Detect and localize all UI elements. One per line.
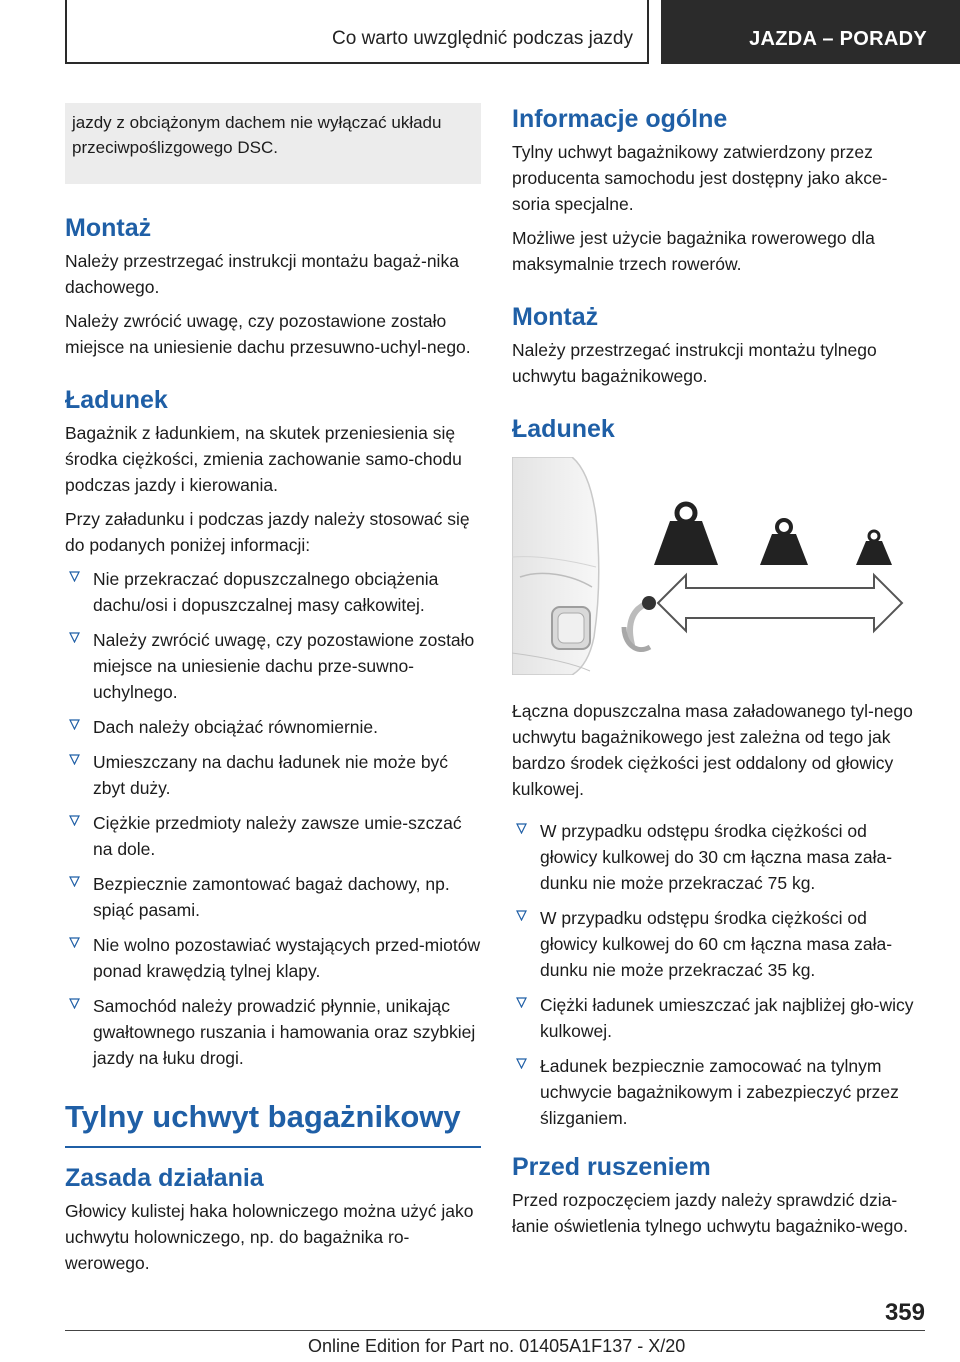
triangle-bullet-icon — [69, 632, 80, 643]
triangle-bullet-icon — [516, 823, 527, 834]
triangle-bullet-icon — [69, 815, 80, 826]
list-item: Dach należy obciążać równomiernie. — [65, 714, 481, 740]
info-heading: Informacje ogólne — [512, 105, 728, 133]
triangle-bullet-icon — [516, 997, 527, 1008]
medium-weight-icon — [760, 520, 808, 565]
triangle-bullet-icon — [69, 571, 80, 582]
page-number: 359 — [884, 1299, 925, 1326]
list-item: W przypadku odstępu środka ciężkości od głowicy kulkowej do 30 cm łączna masa zała‐dunku nie może przekraczać 75 kg. — [512, 818, 924, 896]
ladunek-paragraph-1: Bagażnik z ładunkiem, na skutek przeniesienia się środka ciężkości, zmienia zachowanie samo‐chodu podczas jazdy i kierowania. — [65, 423, 462, 495]
header-chapter-title: JAZDA – PORADY — [749, 28, 927, 50]
zasada-heading: Zasada działania — [65, 1164, 264, 1192]
list-item: Ładunek bezpiecznie zamocować na tylnym uchwycie bagażnikowym i zabezpieczyć przez ślizganiem. — [512, 1053, 924, 1131]
triangle-bullet-icon — [516, 910, 527, 921]
triangle-bullet-icon — [69, 998, 80, 1009]
list-item: W przypadku odstępu środka ciężkości od głowicy kulkowej do 60 cm łączna masa zała‐dunku nie może przekraczać 35 kg. — [512, 905, 924, 983]
right-column — [512, 103, 924, 1247]
chapter-title: Tylny uchwyt bagażnikowy — [65, 1097, 481, 1148]
light-weight-icon — [856, 531, 892, 565]
triangle-bullet-icon — [69, 719, 80, 730]
info-paragraph-2: Możliwe jest użycie bagażnika rowerowego dla maksymalnie trzech rowerów. — [512, 228, 875, 274]
info-paragraph-1: Tylny uchwyt bagażnikowy zatwierdzony przez producenta samochodu jest dostępny jako akce‐soria specjalne. — [512, 142, 888, 214]
list-item: Nie wolno pozostawiać wystających przed‐miotów ponad krawędzią tylnej klapy. — [65, 932, 481, 984]
list-item: Nie przekraczać dopuszczalnego obciążenia dachu/osi i dopuszczalnej masy całkowitej. — [65, 566, 481, 618]
ladunek-paragraph-right: Łączna dopuszczalna masa załadowanego tyl‐nego uchwytu bagażnikowego jest zależna od tego jak bardzo środek ciężkości jest oddalony od głowicy kulkowej. — [512, 701, 913, 799]
triangle-bullet-icon — [69, 937, 80, 948]
ladunek-heading-right: Ładunek — [512, 415, 615, 443]
ladunek-paragraph-2: Przy załadunku i podczas jazdy należy stosować się do podanych poniżej informacji: — [65, 509, 470, 555]
load-distance-illustration — [512, 457, 924, 675]
montaz-heading-right: Montaż — [512, 303, 599, 331]
ladunek-bullet-list-right — [512, 818, 924, 1131]
montaz-paragraph-right: Należy przestrzegać instrukcji montażu tylnego uchwytu bagażnikowego. — [512, 340, 877, 386]
ladunek-bullet-list — [65, 566, 481, 1071]
zasada-paragraph: Głowicy kulistej haka holowniczego można użyć jako uchwytu holowniczego, np. do bagażnika ro‐werowego. — [65, 1201, 474, 1273]
list-item: Umieszczany na dachu ładunek nie może być zbyt duży. — [65, 749, 481, 801]
list-item: Bezpiecznie zamontować bagaż dachowy, np. spiąć pasami. — [65, 871, 481, 923]
header-chapter-box — [661, 0, 960, 64]
header-section-box — [65, 0, 649, 64]
przed-heading: Przed ruszeniem — [512, 1153, 711, 1181]
footer-divider — [65, 1330, 925, 1331]
left-column — [65, 103, 481, 1284]
distance-arrow-icon — [658, 575, 902, 631]
tow-hook-icon — [624, 596, 656, 650]
montaz-heading: Montaż — [65, 214, 152, 242]
triangle-bullet-icon — [69, 754, 80, 765]
montaz-paragraph-1: Należy przestrzegać instrukcji montażu bagaż‐nika dachowego. — [65, 251, 459, 297]
header-section-title: Co warto uwzględnić podczas jazdy — [332, 28, 633, 49]
montaz-paragraph-2: Należy zwrócić uwagę, czy pozostawione zostało miejsce na uniesienie dachu przesuwno-uchyl‐nego. — [65, 311, 471, 357]
ladunek-heading: Ładunek — [65, 386, 168, 414]
footer-edition: Online Edition for Part no. 01405A1F137 - X/20 — [308, 1336, 686, 1356]
note-box: jazdy z obciążonym dachem nie wyłączać układu przeciwpoślizgowego DSC. — [65, 103, 481, 184]
list-item: Samochód należy prowadzić płynnie, unikając gwałtownego ruszania i hamowania oraz szybkiej jazdy na łuku drogi. — [65, 993, 481, 1071]
triangle-bullet-icon — [516, 1058, 527, 1069]
list-item: Ciężki ładunek umieszczać jak najbliżej gło‐wicy kulkowej. — [512, 992, 924, 1044]
heavy-weight-icon — [654, 504, 718, 565]
triangle-bullet-icon — [69, 876, 80, 887]
przed-paragraph: Przed rozpoczęciem jazdy należy sprawdzić dzia‐łanie oświetlenia tylnego uchwytu bagażniko‐wego. — [512, 1190, 908, 1236]
list-item: Należy zwrócić uwagę, czy pozostawione zostało miejsce na uniesienie dachu prze‐suwno-uchylnego. — [65, 627, 481, 705]
car-rear-illustration — [512, 457, 599, 675]
list-item: Ciężkie przedmioty należy zawsze umie‐szczać na dole. — [65, 810, 481, 862]
